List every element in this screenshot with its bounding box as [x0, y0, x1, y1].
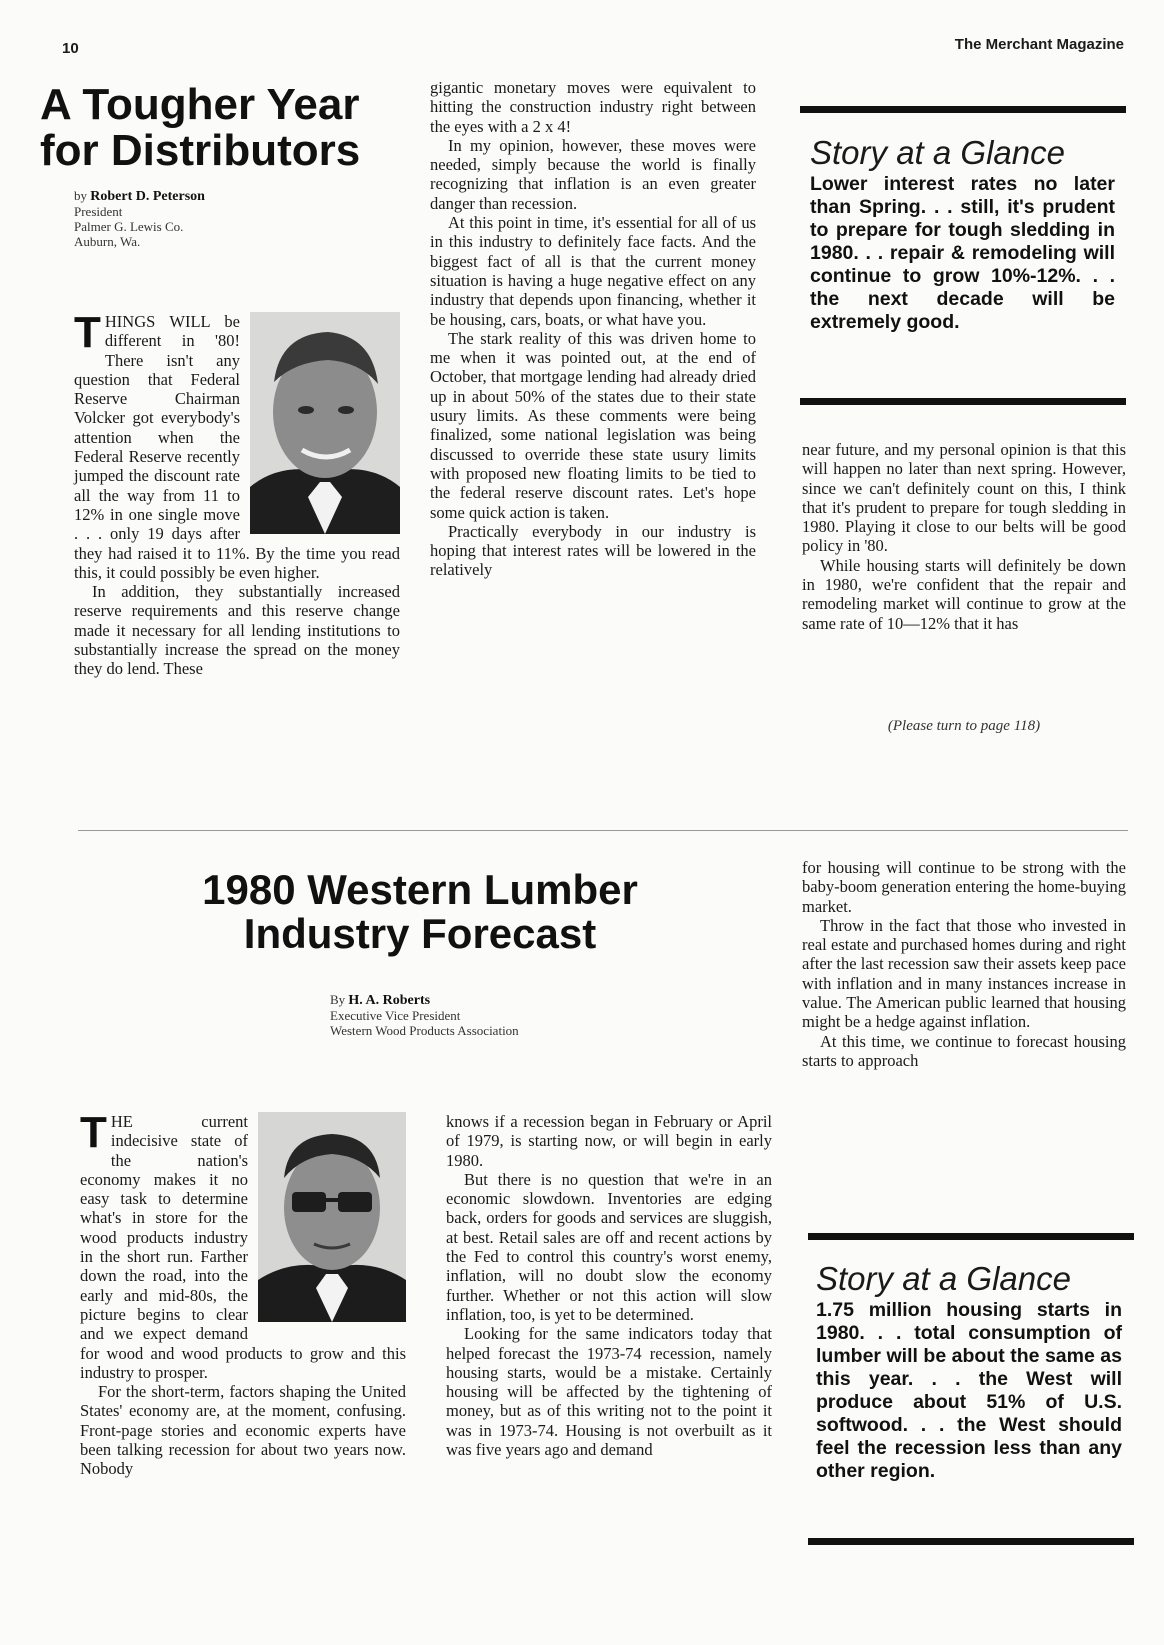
magazine-name: The Merchant Magazine: [954, 36, 1124, 53]
byline-location: Auburn, Wa.: [74, 234, 141, 249]
glance1-bottom-rule: [800, 398, 1126, 405]
article1-column-2: [430, 78, 756, 580]
paragraph: for housing will continue to be strong with the baby-boom generation entering the home-buying market.: [802, 858, 1126, 916]
portrait-photo-icon: [250, 312, 400, 534]
paragraph: At this time, we continue to forecast housing starts to approach: [802, 1031, 1126, 1070]
glance1-top-rule: [800, 106, 1126, 113]
article2-column-3: [802, 858, 1126, 1070]
article2-column-2: [446, 1112, 772, 1459]
paragraph: HINGS WILL be different in '80! There isn't any question that Federal Reserve Chairman Volcker got everybody's attention when the Federal Reserve recently jumped the discount rate all the way from 11 to 12% in one single move . . . only 19 days after they had raised it to 11%. By the time you read this, it could possibly be even higher.: [74, 312, 400, 582]
byline-by: By: [330, 992, 346, 1007]
portrait-photo-icon: [258, 1112, 406, 1322]
paragraph: At this point in time, it's essential for all of us in this industry to definitely face facts. And the biggest fact of all is that the current money situation is having a huge negative effect on any industry that depends upon financing, whether it be housing, cars, boats, or what have you.: [430, 213, 756, 329]
article2-byline: [330, 992, 660, 1038]
article1-dropcap: T: [74, 308, 101, 357]
byline-by: by: [74, 188, 87, 203]
paragraph: near future, and my personal opinion is that this will happen no later than next spring. However, since we can't definitely count on this, I think that it's prudent to prepare for tough sledding in 1980. Playing it close to our belts will be good policy in '80.: [802, 440, 1126, 556]
glance1-title: Story at a Glance: [810, 134, 1065, 171]
continued-note: (Please turn to page 118): [887, 718, 1041, 734]
byline-title: Executive Vice President: [330, 1008, 461, 1023]
section-divider: [78, 830, 1128, 831]
article2-photo: [258, 1112, 406, 1322]
article1-title: A Tougher Year for Distributors: [40, 80, 361, 175]
paragraph: Looking for the same indicators today that helped forecast the 1973-74 recession, namely housing starts, would be a mistake. Certainly housing will be affected by the tightening of money, but as of this writing not to the point it was in 1973-74. Housing is not overbuilt as it was five years ago and demand: [446, 1324, 772, 1460]
article2-column-1: [80, 1108, 406, 1479]
paragraph: Throw in the fact that those who invested in real estate and purchased homes during and right after the last recession saw their assets keep pace with inflation and in many instances increase in value. The American public learned that housing might be a hedge against inflation.: [802, 915, 1126, 1032]
page-number: 10: [62, 40, 79, 57]
article2-title-line1: 1980 Western Lumber: [202, 866, 638, 913]
glance2-text: 1.75 million housing starts in 1980. . . total consumption of lumber will be about the same as this year. . . the West will produce about 51% of U.S. softwood. . . the West should feel the recession less than any other region.: [816, 1299, 1122, 1482]
glance2-top-rule: [808, 1233, 1134, 1240]
paragraph: But there is no question that we're in an economic slowdown. Inventories are edging back, orders for goods and services are sluggish, at best. Retail sales are off and recent actions by the Fed to control this country's worst enemy, inflation, will no doubt slow the economy further. Whether or not this action will slow inflation, too, is yet to be determined.: [446, 1169, 772, 1324]
glance1-text: Lower interest rates no later than Spring. . . still, it's prudent to prepare for tough sledding in 1980. . . repair & remodeling will continue to grow 10%-12%. . . the next decade will be extremely good.: [810, 173, 1115, 333]
byline-title: President: [74, 204, 123, 219]
paragraph: In addition, they substantially increased reserve requirements and this reserve change made it necessary for all lending institutions to substantially increase the spread on the money they do lend. These: [74, 582, 400, 679]
paragraph: Practically everybody in our industry is hoping that interest rates will be lowered in the relatively: [430, 521, 756, 580]
byline-organization: Western Wood Products Association: [330, 1023, 519, 1038]
paragraph: The stark reality of this was driven home to me when it was pointed out, at the end of October, that mortgage lending had already dried up in about 50% of the states due to their state usury limits. As these comments were being finalized, some national legislation was being discussed to override these state usury limits with proposed new floating limits to be tied to the federal reserve discount rates. Let's hope some quick action is taken.: [430, 328, 756, 522]
paragraph: For the short-term, factors shaping the United States' economy are, at the moment, confusing. Front-page stories and economic experts have been talking recession for about two years now. Nobody: [80, 1382, 406, 1479]
paragraph: knows if a recession began in February or April of 1979, is starting now, or will begin in early 1980.: [446, 1112, 772, 1170]
paragraph: In my opinion, however, these moves were needed, simply because the world is finally recognizing that inflation is an even greater danger than recession.: [430, 135, 756, 213]
article2-dropcap: T: [80, 1108, 107, 1157]
article2-title-line2: Industry Forecast: [243, 909, 597, 957]
article1-column-1: [74, 308, 400, 679]
byline-author: Robert D. Peterson: [90, 189, 205, 204]
paragraph: HE current indecisive state of the nation's economy makes it no easy task to determine what's in store for the wood products industry in the short run. Farther down the road, into the early and mid-80s, the picture begins to clear and we expect demand for wood and wood products to grow and this industry to prosper.: [80, 1112, 406, 1382]
paragraph: gigantic monetary moves were equivalent to hitting the construction industry right between the eyes with a 2 x 4!: [430, 78, 756, 136]
glance2-bottom-rule: [808, 1538, 1134, 1545]
byline-author: H. A. Roberts: [348, 993, 431, 1008]
article1-byline: [74, 188, 394, 249]
byline-company: Palmer G. Lewis Co.: [74, 219, 184, 234]
article1-photo: [250, 312, 400, 534]
glance2-title: Story at a Glance: [816, 1260, 1071, 1297]
article2-title: [80, 868, 760, 955]
paragraph: While housing starts will definitely be down in 1980, we're confident that the repair and remodeling market will continue to grow at the same rate of 10—12% that it has: [802, 555, 1126, 633]
article1-column-3: [802, 440, 1126, 633]
